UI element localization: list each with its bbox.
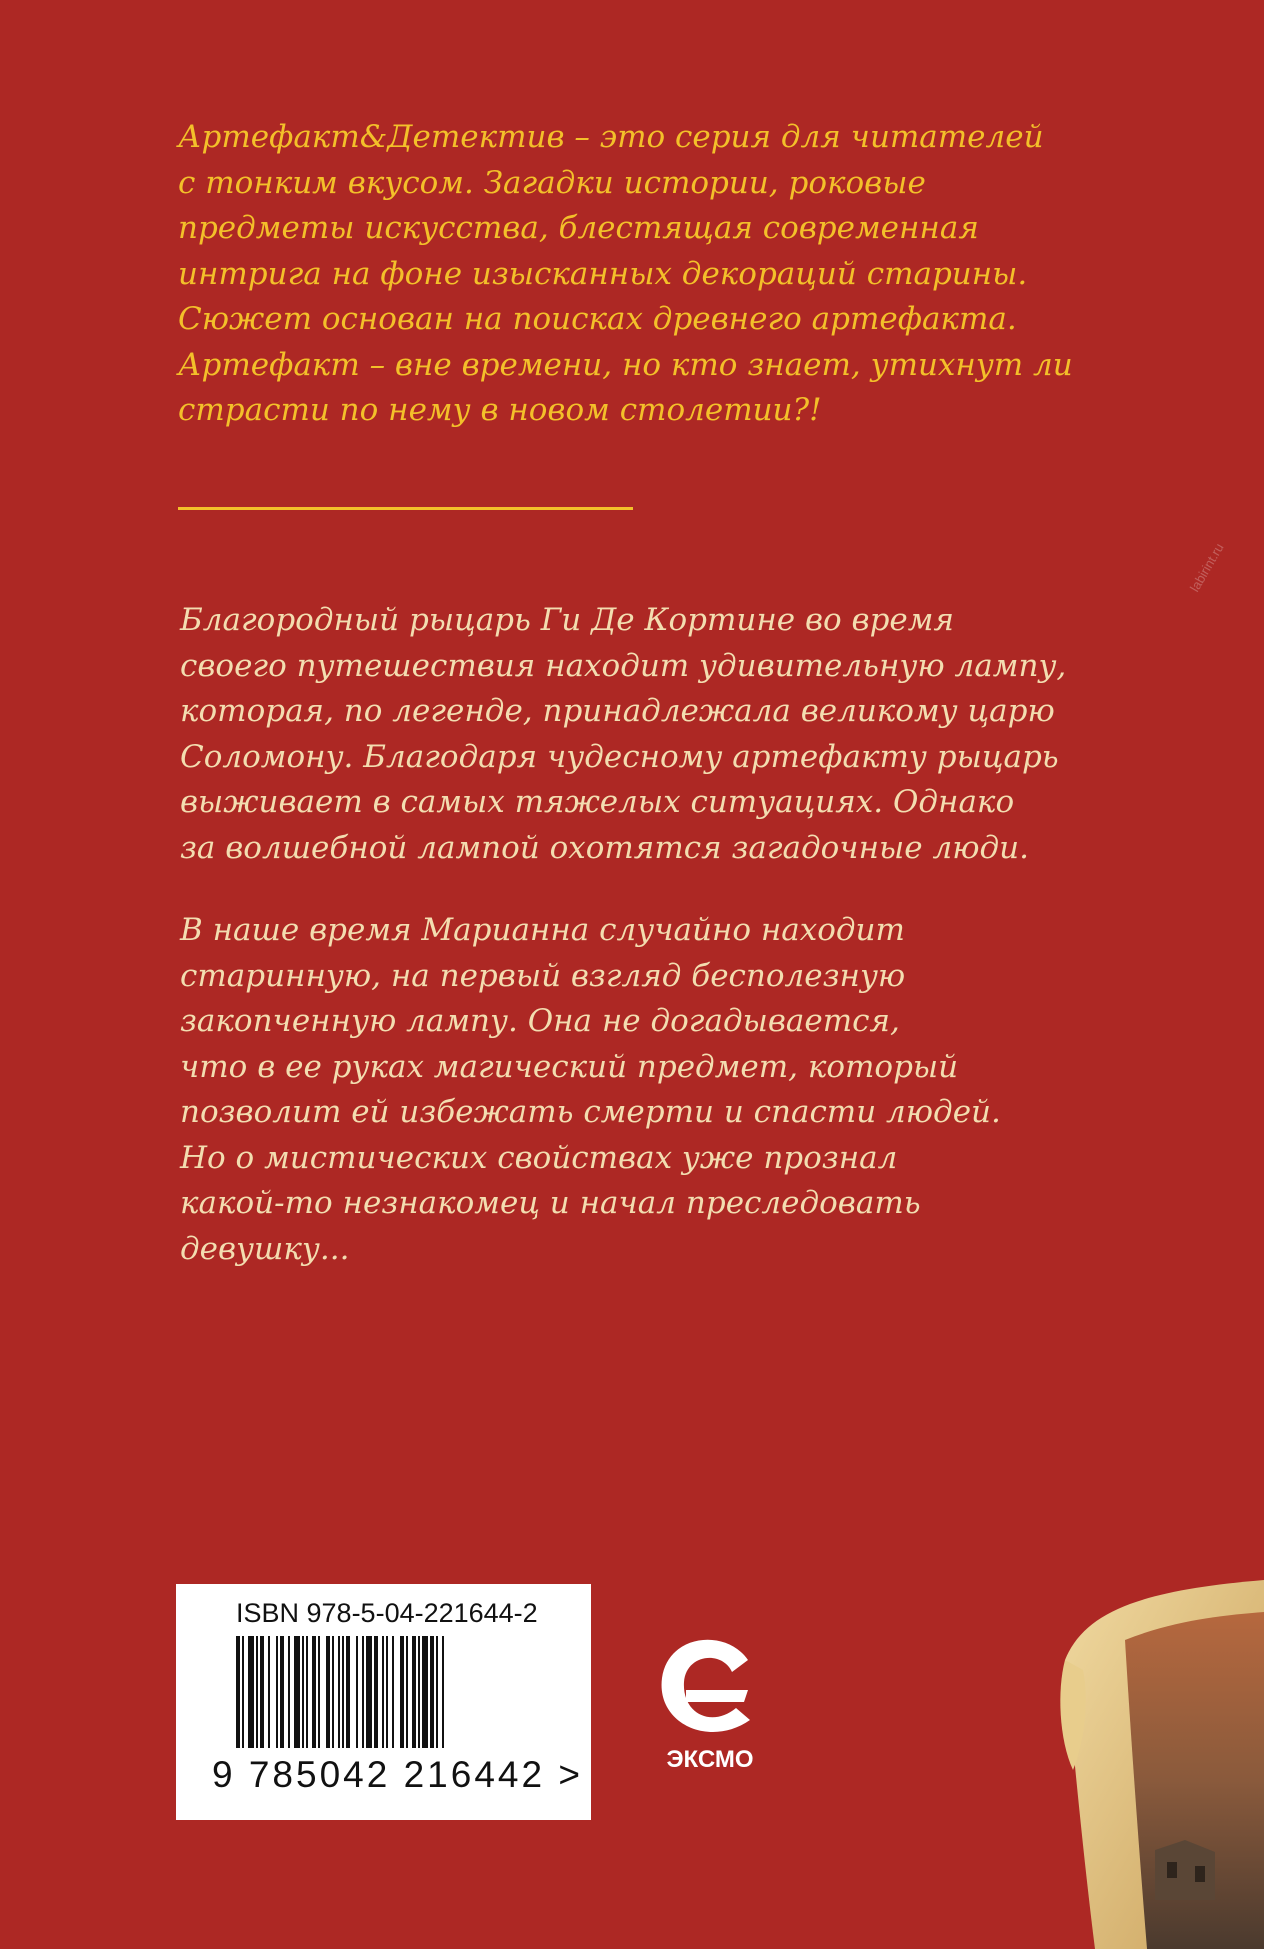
publisher-name: ЭКСМО xyxy=(666,1746,754,1773)
barcode-bar xyxy=(346,1636,350,1748)
synopsis-line: девушку... xyxy=(180,1230,350,1267)
barcode-bar xyxy=(338,1636,340,1748)
barcode-bar xyxy=(306,1636,308,1748)
synopsis-line: своего путешествия находит удивительную лампу, xyxy=(180,647,1067,684)
barcode-bar xyxy=(442,1636,444,1748)
barcode-bar xyxy=(256,1636,258,1748)
barcode-bar xyxy=(342,1636,344,1748)
isbn-text: ISBN 978-5-04-221644-2 xyxy=(236,1598,538,1628)
barcode-bar xyxy=(312,1636,316,1748)
ean-digits: 9 785042 216442 > xyxy=(212,1754,583,1795)
barcode-bar xyxy=(392,1636,394,1748)
barcode-bar xyxy=(332,1636,334,1748)
barcode-bar xyxy=(276,1636,278,1748)
synopsis-line: за волшебной лампой охотятся загадочные люди. xyxy=(180,829,1029,866)
barcode-bar xyxy=(236,1636,240,1748)
barcode-bar xyxy=(406,1636,408,1748)
series-description xyxy=(178,115,1178,434)
barcode-bar xyxy=(366,1636,372,1748)
barcode-bar xyxy=(268,1636,270,1748)
barcode-bar xyxy=(302,1636,304,1748)
barcode-bar xyxy=(382,1636,384,1748)
barcode-bar xyxy=(280,1636,284,1748)
barcode-bar xyxy=(418,1636,420,1748)
synopsis-paragraph-2 xyxy=(180,908,1180,1272)
barcode-bar xyxy=(422,1636,428,1748)
barcode-label xyxy=(176,1584,591,1820)
synopsis-paragraph-1 xyxy=(180,598,1180,871)
barcode-bar xyxy=(412,1636,416,1748)
synopsis-line: Соломону. Благодаря чудесному артефакту рыцарь xyxy=(180,738,1059,775)
series-line: Сюжет основан на поисках древнего артефакта. xyxy=(178,301,1017,337)
series-line: страсти по нему в новом столетии?! xyxy=(178,392,822,428)
series-line: Артефакт&Детектив – это серия для читателей xyxy=(178,119,1044,155)
barcode-bar xyxy=(362,1636,364,1748)
barcode-bar xyxy=(374,1636,378,1748)
barcode-bars xyxy=(236,1636,536,1756)
synopsis-line: закопченную лампу. Она не догадывается, xyxy=(180,1003,900,1039)
synopsis-line: старинную, на первый взгляд бесполезную xyxy=(180,957,906,994)
barcode-bar xyxy=(436,1636,438,1748)
divider-line xyxy=(178,507,633,510)
barcode-bar xyxy=(326,1636,330,1748)
series-line: предметы искусства, блестящая современная xyxy=(178,210,979,246)
series-line: интрига на фоне изысканных декораций старины. xyxy=(178,255,1028,292)
barcode-bar xyxy=(288,1636,290,1748)
synopsis-line: Благородный рыцарь Ги Де Кортине во время xyxy=(180,602,955,638)
series-line: Артефакт – вне времени, но кто знает, утихнут ли xyxy=(178,346,1073,383)
barcode-bar xyxy=(248,1636,254,1748)
barcode-bar xyxy=(400,1636,404,1748)
barcode-bar xyxy=(260,1636,264,1748)
barcode-bar xyxy=(386,1636,388,1748)
barcode-bar xyxy=(318,1636,320,1748)
scroll-illustration xyxy=(1055,1570,1264,1949)
barcode-bar xyxy=(356,1636,358,1748)
synopsis-line: выживает в самых тяжелых ситуациях. Однако xyxy=(180,784,1015,820)
synopsis-line: В наше время Марианна случайно находит xyxy=(180,912,905,948)
synopsis-line: какой-то незнакомец и начал преследовать xyxy=(180,1185,921,1221)
series-line: с тонким вкусом. Загадки истории, роковые xyxy=(178,164,926,201)
barcode-bar xyxy=(242,1636,244,1748)
watermark: labirint.ru xyxy=(1186,540,1227,595)
synopsis-line: которая, по легенде, принадлежала великому царю xyxy=(180,693,1055,729)
synopsis-line: позволит ей избежать смерти и спасти людей. xyxy=(180,1094,1001,1130)
synopsis-line: Но о мистических свойствах уже прознал xyxy=(180,1139,898,1176)
barcode-bar xyxy=(430,1636,434,1748)
barcode-bar xyxy=(294,1636,300,1748)
synopsis-line: что в ее руках магический предмет, который xyxy=(180,1048,959,1085)
